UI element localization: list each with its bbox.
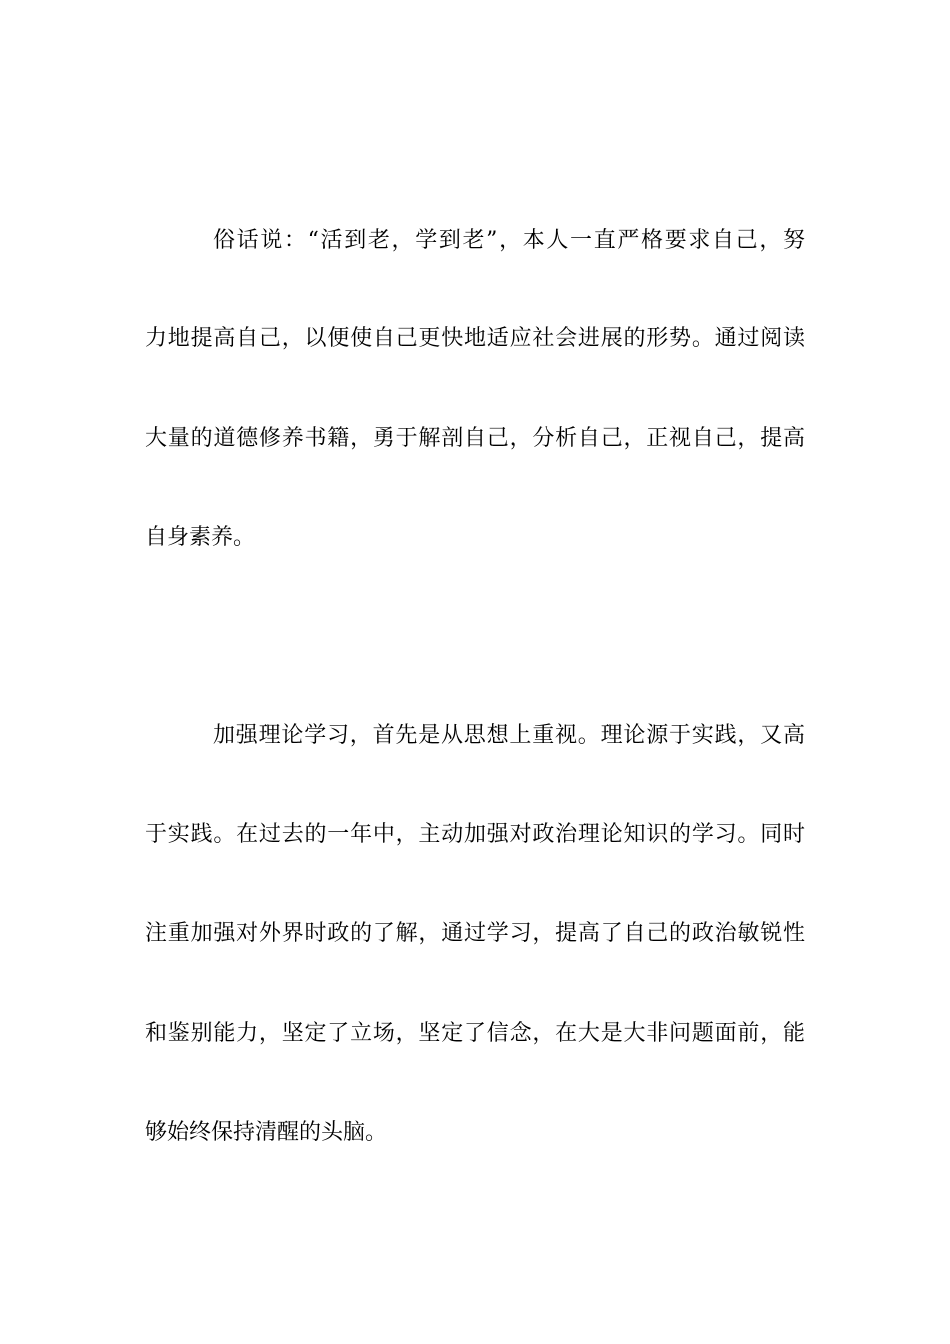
paragraph-2-line-3: 注重加强对外界时政的了解，通过学习，提高了自己的政治敏锐性 — [145, 921, 805, 946]
paragraph-2-line-2: 于实践。在过去的一年中，主动加强对政治理论知识的学习。同时 — [145, 822, 805, 847]
paragraph-2-line-5: 够始终保持清醒的头脑。 — [145, 1120, 388, 1145]
paragraph-1-line-1: 俗话说：“活到老，学到老”，本人一直严格要求自己，努 — [213, 228, 805, 253]
paragraph-1-line-3: 大量的道德修养书籍，勇于解剖自己，分析自己，正视自己，提高 — [145, 426, 805, 451]
paragraph-2-line-1: 加强理论学习，首先是从思想上重视。理论源于实践，又高 — [213, 723, 805, 748]
paragraph-2-line-4: 和鉴别能力，坚定了立场，坚定了信念，在大是大非问题面前，能 — [145, 1021, 805, 1046]
paragraph-1-line-2: 力地提高自己，以便使自己更快地适应社会进展的形势。通过阅读 — [145, 326, 805, 351]
paragraph-1-line-4: 自身素养。 — [145, 525, 256, 550]
